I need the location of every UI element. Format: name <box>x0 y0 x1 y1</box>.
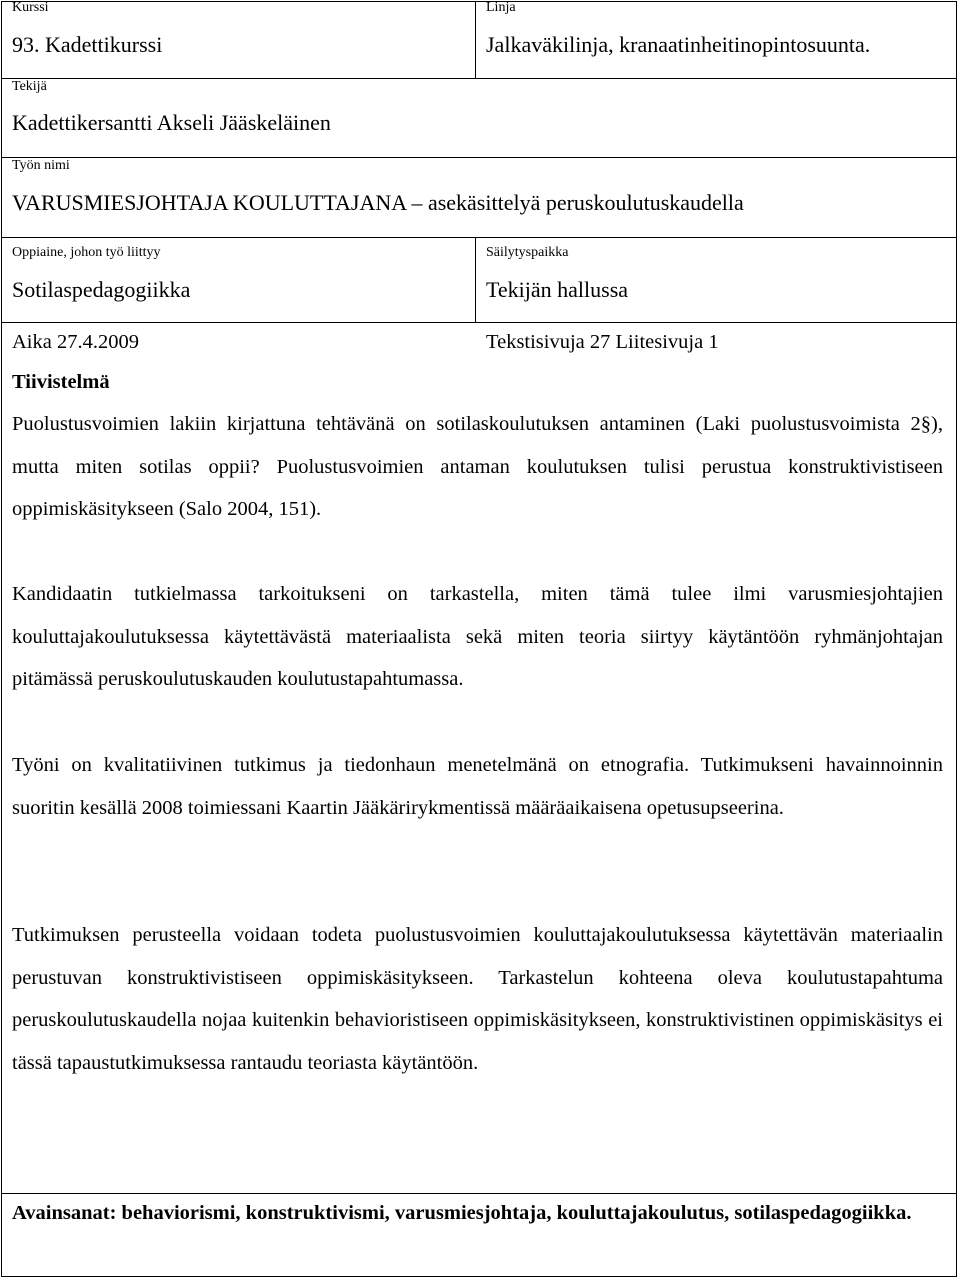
divider <box>1 1193 957 1194</box>
column-divider <box>475 1 476 78</box>
abstract-paragraph: Työni on kvalitatiivinen tutkimus ja tiedonhaun menetelmänä on etnografia. Tutkimukseni havainnoinnin suoritin kesällä 2008 toimiessani Kaartin Jääkärirykmentissä määräaikaisena opetusupseerina. <box>12 754 943 819</box>
linja-label: Linja <box>486 0 516 15</box>
tyon-nimi-value: VARUSMIESJOHTAJA KOULUTTAJANA – asekäsittelyä peruskoulutuskaudella <box>12 190 744 215</box>
abstract-paragraph: Tutkimuksen perusteella voidaan todeta puolustusvoimien kouluttajakoulutuksessa käytettävän materiaalin perustuvan konstruktivistiseen oppimiskäsitykseen. Tarkastelun kohteena oleva koulutustapahtuma peruskoulutuskaudella nojaa kuitenkin behavioristiseen oppimiskäsitykseen, konstruktivistinen oppimiskäsitys ei tässä tapaustutkimuksessa rantaudu teoriasta käytäntöön. <box>12 924 943 1074</box>
abstract-heading: Tiivistelmä <box>12 371 110 393</box>
aika-value: Aika 27.4.2009 <box>12 331 139 353</box>
kurssi-label: Kurssi <box>12 0 49 15</box>
abstract-paragraph: Kandidaatin tutkielmassa tarkoitukseni on tarkastella, miten tämä tulee ilmi varusmiesjohtajien kouluttajakoulutuksessa käytettävästä materiaalista sekä miten teoria siirtyy käytäntöön ryhmänjohtajan pitämässä peruskoulutuskauden koulutustapahtumassa. <box>12 583 943 690</box>
divider <box>1 78 957 79</box>
tyon-nimi-label: Työn nimi <box>12 158 70 173</box>
oppiaine-label: Oppiaine, johon työ liittyy <box>12 245 161 260</box>
tekija-value: Kadettikersantti Akseli Jääskeläinen <box>12 110 331 135</box>
divider <box>1 322 957 323</box>
column-divider <box>475 237 476 322</box>
divider <box>1 157 957 158</box>
sivut-value: Tekstisivuja 27 Liitesivuja 1 <box>486 331 719 353</box>
abstract-paragraph: Puolustusvoimien lakiin kirjattuna tehtävänä on sotilaskoulutuksen antaminen (Laki puolustusvoimista 2§), mutta miten sotilas oppii? Puolustusvoimien antaman koulutuksen tulisi perustua konstruktivistiseen oppimiskäsitykseen (Salo 2004, 151). <box>12 413 943 520</box>
sailytyspaikka-label: Säilytyspaikka <box>486 245 569 260</box>
linja-value: Jalkaväkilinja, kranaatinheitinopintosuunta. <box>486 32 871 57</box>
keywords: Avainsanat: behaviorismi, konstruktivismi, varusmiesjohtaja, kouluttajakoulutus, sotilaspedagogiikka. <box>12 1202 912 1224</box>
sailytyspaikka-value: Tekijän hallussa <box>486 277 629 302</box>
kurssi-value: 93. Kadettikurssi <box>12 32 163 57</box>
divider <box>1 237 957 238</box>
tekija-label: Tekijä <box>12 79 47 94</box>
oppiaine-value: Sotilaspedagogiikka <box>12 277 191 302</box>
